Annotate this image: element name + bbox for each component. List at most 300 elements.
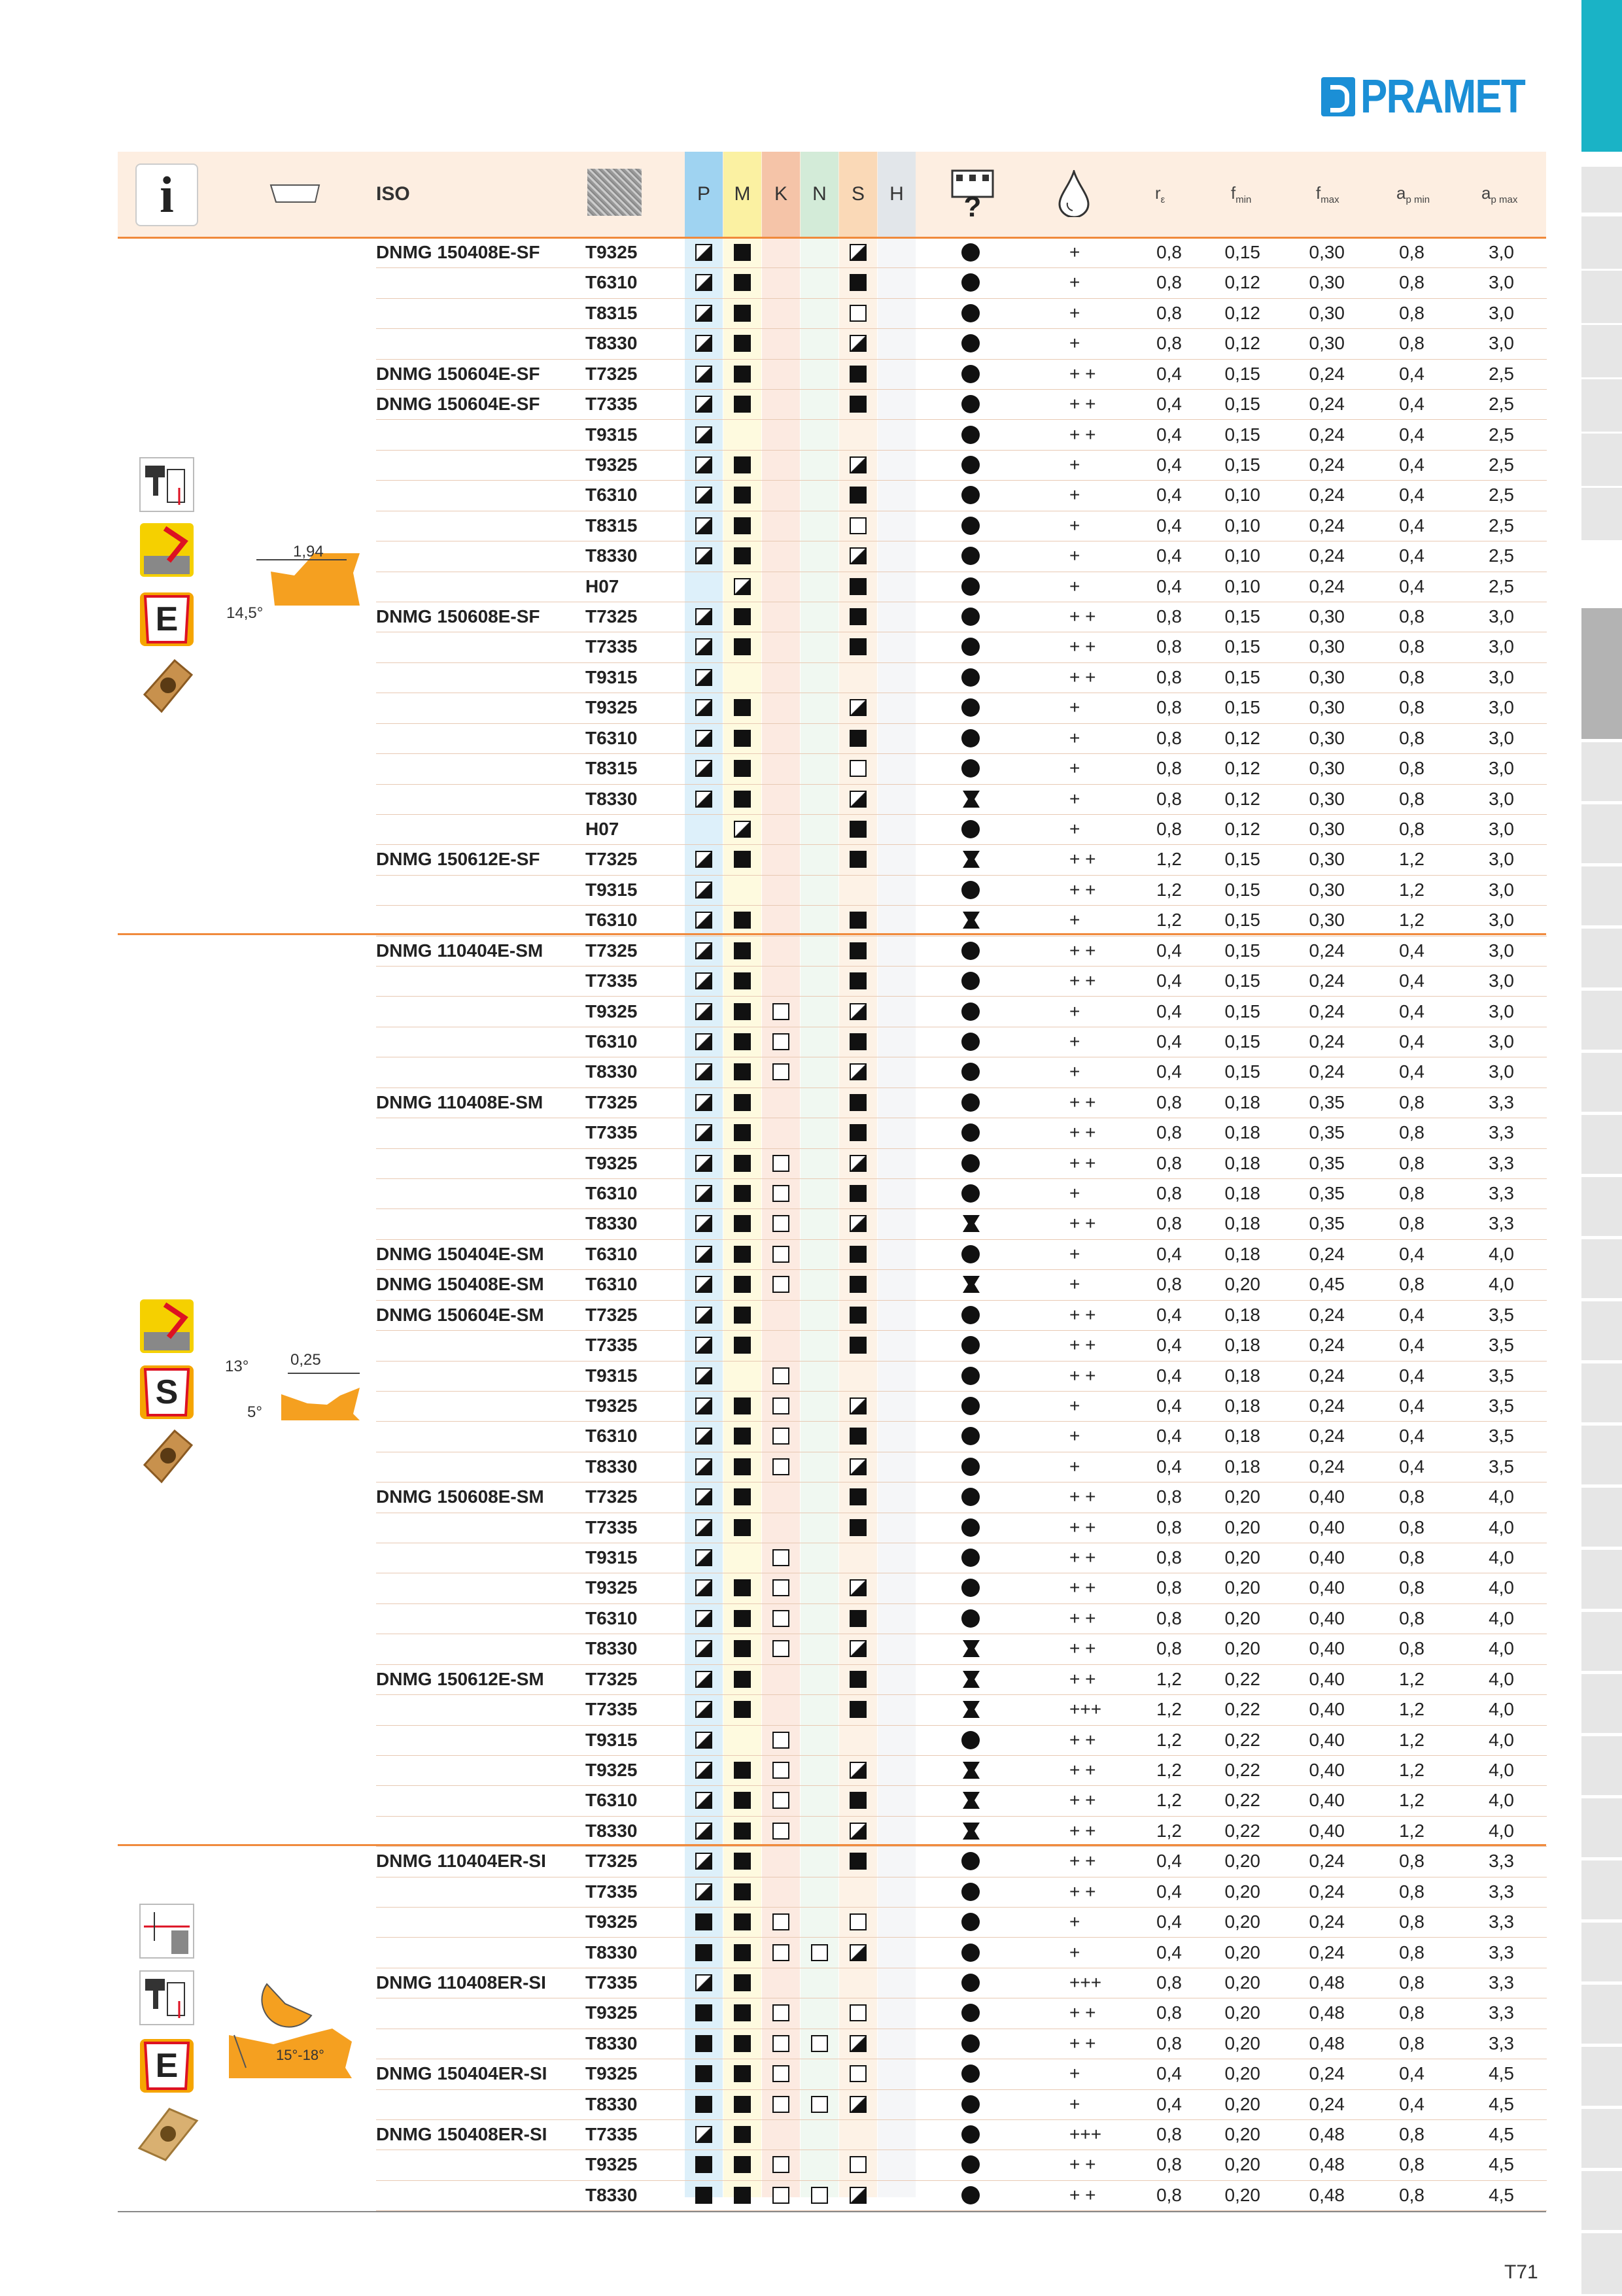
interrupted-cut-icon [961,1816,981,1846]
table-row [376,966,1547,997]
feed-max-value: 0,40 [1309,1547,1345,1568]
coolant-rating: + + [1069,1516,1096,1537]
chapter-tab[interactable] [1581,325,1622,379]
corner-radius-value: 0,8 [1156,1577,1182,1598]
table-row [376,2180,1547,2211]
feed-min-value: 0,20 [1224,2002,1260,2023]
continuous-cut-icon [961,2029,981,2059]
grade-code: T9315 [585,1547,638,1568]
feed-max-value: 0,35 [1309,1183,1345,1204]
feed-max-value: 0,40 [1309,1607,1345,1628]
feed-max-value: 0,30 [1309,333,1345,354]
corner-radius-value: 0,8 [1156,818,1182,839]
depth-max-value: 4,0 [1489,1547,1514,1568]
depth-min-value: 0,8 [1399,1091,1424,1112]
depth-min-value: 0,4 [1399,1001,1424,1021]
suitability-primary-square [850,1337,867,1354]
suitability-primary-square [734,487,751,504]
feed-max-value: 0,24 [1309,1243,1345,1264]
suitability-primary-square [734,791,751,808]
table-row [376,2089,1547,2120]
chapter-tab-current[interactable] [1581,608,1622,741]
suitability-occasional-square [772,1215,789,1232]
feed-max-header: $f_{max}$ [1316,183,1339,206]
depth-min-value: 0,8 [1399,333,1424,354]
corner-radius-value: 0,8 [1156,302,1182,323]
section-sf-icons [139,456,195,516]
suitability-primary-square [734,1792,751,1809]
feed-max-value: 0,24 [1309,485,1345,505]
interrupted-cut-icon [961,1269,981,1299]
depth-min-value: 0,8 [1399,1881,1424,1902]
table-row [376,1634,1547,1664]
suitability-occasional-square [811,1944,828,1961]
insert-designation: DNMG 150408E-SF [376,242,540,262]
depth-min-value: 0,8 [1399,272,1424,293]
corner-radius-value: 0,4 [1156,1365,1182,1386]
suitability-primary-square [734,547,751,564]
depth-min-value: 0,4 [1399,545,1424,566]
suitability-occasional-square [772,2065,789,2082]
depth-max-value: 3,0 [1489,636,1514,657]
feed-min-value: 0,20 [1224,1486,1260,1507]
suitability-secondary-square [695,456,712,473]
depth-min-value: 1,2 [1399,1699,1424,1720]
coolant-rating: + [1069,758,1080,779]
suitability-occasional-square [772,1458,789,1475]
suitability-secondary-square [850,2035,867,2052]
depth-min-value: 0,8 [1399,636,1424,657]
feed-min-value: 0,15 [1224,424,1260,445]
chapter-tab[interactable] [1581,1488,1622,1549]
suitability-occasional-square [772,1610,789,1627]
grade-code: T6310 [585,1243,638,1264]
grade-code: T7335 [585,2124,638,2145]
feed-max-value: 0,40 [1309,1760,1345,1780]
depth-max-value: 3,3 [1489,1152,1514,1173]
feed-min-value: 0,18 [1224,1243,1260,1264]
suitability-primary-square [734,517,751,534]
grade-code: T8315 [585,302,638,323]
depth-max-value: 3,3 [1489,1183,1514,1204]
table-row [376,389,1547,420]
suitability-primary-square [850,487,867,504]
suitability-primary-square [695,2156,712,2173]
suitability-secondary-square [695,730,712,747]
suitability-secondary-square [695,1762,712,1779]
continuous-cut-icon [961,1907,981,1937]
chapter-tab[interactable] [1581,804,1622,865]
continuous-cut-icon [961,1148,981,1178]
insert-designation: DNMG 150612E-SF [376,849,540,870]
insert-designation: DNMG 150404ER-SI [376,2063,547,2084]
feed-max-value: 0,40 [1309,1729,1345,1750]
chapter-tab[interactable] [1581,1860,1622,1921]
corner-radius-value: 0,8 [1156,1183,1182,1204]
chapter-tab[interactable] [1581,1985,1622,2046]
continuous-cut-icon [961,541,981,571]
feed-max-value: 0,30 [1309,302,1345,323]
suitability-primary-square [734,851,751,868]
depth-max-value: 3,0 [1489,910,1514,931]
grade-code: T7325 [585,363,638,384]
suitability-primary-square [734,638,751,655]
depth-min-value: 0,8 [1399,2154,1424,2175]
feed-min-value: 0,22 [1224,1699,1260,1720]
depth-min-value: 0,4 [1399,1426,1424,1447]
suitability-secondary-square [695,2126,712,2143]
feed-max-value: 0,24 [1309,454,1345,475]
insert-designation: DNMG 150404E-SM [376,1243,544,1264]
grade-code: T7335 [585,394,638,415]
chapter-tab[interactable] [1581,1798,1622,1859]
grade-code: T8330 [585,1942,638,1962]
feed-min-value: 0,20 [1224,1851,1260,1872]
table-row [376,1361,1547,1392]
table-row [376,541,1547,572]
depth-min-value: 0,8 [1399,2032,1424,2053]
coolant-rating: + [1069,788,1080,809]
grade-code: H07 [585,575,619,596]
table-row [376,1148,1547,1179]
suitability-secondary-square [734,821,751,838]
feed-min-value: 0,15 [1224,940,1260,961]
chapter-tab[interactable] [1581,1239,1622,1300]
grade-code: T6310 [585,727,638,748]
suitability-occasional-square [772,1276,789,1293]
feed-min-header: $f_{min}$ [1231,183,1252,206]
depth-max-value: 4,0 [1489,1699,1514,1720]
feed-min-value: 0,18 [1224,1152,1260,1173]
suitability-occasional-square [850,2004,867,2021]
chapter-tab[interactable] [1581,1363,1622,1424]
depth-max-value: 3,3 [1489,1091,1514,1112]
suitability-secondary-square [695,1519,712,1536]
suitability-occasional-square [772,1155,789,1172]
suitability-occasional-square [772,1579,789,1596]
grade-code: T7335 [585,1972,638,1993]
depth-min-value: 1,2 [1399,1668,1424,1689]
chapter-tab[interactable] [1581,991,1622,1052]
material-group-p: P [685,152,723,237]
coolant-rating: + + [1069,1486,1096,1507]
suitability-secondary-square [850,547,867,564]
table-row [376,237,1547,268]
table-row [376,693,1547,723]
table-row [376,1573,1547,1603]
depth-min-value: 0,4 [1399,1304,1424,1325]
corner-radius-value: 1,2 [1156,1699,1182,1720]
corner-radius-value: 0,8 [1156,1486,1182,1507]
chipbreaker-profile-sf [222,540,360,622]
corner-radius-value: 0,4 [1156,1061,1182,1082]
coolant-rating: + [1069,454,1080,475]
suitability-primary-square [734,912,751,929]
chapter-tab[interactable] [1581,2233,1622,2296]
corner-radius-value: 0,8 [1156,333,1182,354]
info-icon[interactable]: i [135,163,198,226]
chapter-tab[interactable] [1581,167,1622,214]
corner-radius-value: 0,4 [1156,1243,1182,1264]
depth-max-value: 3,0 [1489,818,1514,839]
feed-max-value: 0,40 [1309,1699,1345,1720]
suitability-primary-square [850,1519,867,1536]
chapter-tab[interactable] [1581,1426,1622,1486]
chipbreaker-profile-sm [222,1348,360,1430]
depth-min-value: 0,8 [1399,1972,1424,1993]
grade-code: T9325 [585,1760,638,1780]
chapter-tab[interactable] [1581,1115,1622,1176]
continuous-cut-icon [961,632,981,662]
continuous-cut-icon [961,237,981,267]
table-row [376,1452,1547,1482]
depth-min-value: 0,8 [1399,1516,1424,1537]
feed-max-value: 0,24 [1309,1304,1345,1325]
depth-max-value: 4,5 [1489,2184,1514,2205]
depth-max-value: 3,0 [1489,849,1514,870]
chapter-tab[interactable] [1581,216,1622,271]
feed-min-value: 0,12 [1224,302,1260,323]
chapter-tab[interactable] [1581,1674,1622,1735]
table-row [376,1603,1547,1634]
corner-radius-value: 0,4 [1156,424,1182,445]
suitability-secondary-square [695,942,712,959]
suitability-primary-square [850,1488,867,1505]
roughing-insert-icon [139,522,195,581]
chapter-tab[interactable] [1581,866,1622,927]
continuous-cut-icon [961,420,981,450]
corner-radius-value: 0,8 [1156,2124,1182,2145]
rake-angle-label: 14,5° [226,604,264,622]
chapter-tab[interactable] [1581,1736,1622,1797]
coolant-rating: + [1069,272,1080,293]
table-row [376,1239,1547,1270]
feed-min-value: 0,20 [1224,1942,1260,1962]
coolant-drop-icon [1058,170,1090,217]
suitability-primary-square [695,2187,712,2204]
suitability-secondary-square [695,274,712,291]
continuous-cut-icon [961,1968,981,1998]
suitability-secondary-square [850,1823,867,1840]
suitability-secondary-square [695,1307,712,1324]
corner-radius-value: 0,4 [1156,1001,1182,1021]
depth-min-value: 0,8 [1399,1152,1424,1173]
feed-min-value: 0,15 [1224,454,1260,475]
grade-code: T9325 [585,2002,638,2023]
suitability-primary-square [734,335,751,352]
chapter-tab[interactable] [1581,2109,1622,2170]
suitability-occasional-square [772,1033,789,1050]
feed-min-value: 0,20 [1224,1881,1260,1902]
suitability-primary-square [734,2065,751,2082]
depth-max-value: 4,0 [1489,1607,1514,1628]
page-number: T71 [1504,2261,1538,2283]
chapter-tab[interactable] [1581,742,1622,803]
chipbreaker-letter: E [155,600,179,638]
table-row [376,420,1547,451]
pramet-logo-icon [1321,77,1355,116]
depth-min-value: 0,8 [1399,1942,1424,1962]
coolant-rating: + + [1069,1881,1096,1902]
grade-code: T6310 [585,1183,638,1204]
grade-code: T6310 [585,910,638,931]
chapter-tab[interactable] [1581,929,1622,989]
depth-max-value: 4,0 [1489,1577,1514,1598]
feed-min-value: 0,10 [1224,545,1260,566]
depth-min-value: 0,8 [1399,1122,1424,1143]
feed-min-value: 0,15 [1224,970,1260,991]
feed-min-value: 0,20 [1224,2063,1260,2084]
coolant-rating: + [1069,1911,1080,1932]
suitability-occasional-square [772,1428,789,1445]
feed-max-value: 0,40 [1309,1516,1345,1537]
depth-max-value: 4,5 [1489,2063,1514,2084]
continuous-cut-icon [961,1573,981,1603]
chapter-tab[interactable] [1581,271,1622,325]
chipbreaker-letter-badge [139,2038,195,2097]
chapter-tab[interactable] [1581,2171,1622,2232]
feed-max-value: 0,24 [1309,1365,1345,1386]
chapter-tab[interactable] [1581,1177,1622,1238]
corner-radius-value: 0,8 [1156,1152,1182,1173]
suitability-secondary-square [850,1063,867,1080]
depth-min-value: 0,8 [1399,606,1424,627]
suitability-primary-square [734,608,751,625]
feed-max-value: 0,30 [1309,697,1345,718]
suitability-secondary-square [695,1883,712,1900]
corner-radius-value: 0,4 [1156,485,1182,505]
coolant-rating: + [1069,910,1080,931]
coolant-rating: + [1069,242,1080,262]
depth-min-value: 0,4 [1399,1456,1424,1477]
dnmg-insert-image [135,655,198,721]
feed-min-value: 0,20 [1224,1638,1260,1659]
grade-material-icon [587,169,642,216]
chapter-tab[interactable] [1581,1550,1622,1611]
table-row [376,1269,1547,1300]
suitability-secondary-square [850,456,867,473]
depth-max-value: 4,0 [1489,1516,1514,1537]
insert-designation: DNMG 110408E-SM [376,1091,544,1112]
continuous-cut-icon [961,1543,981,1573]
chapter-tab[interactable] [1581,1923,1622,1983]
coolant-rating: + [1069,2063,1080,2084]
depth-min-value: 0,8 [1399,2124,1424,2145]
corner-radius-value: 0,8 [1156,727,1182,748]
grade-code: T8315 [585,758,638,779]
continuous-cut-icon [961,1330,981,1360]
feed-min-value: 0,20 [1224,1274,1260,1295]
suitability-primary-square [734,1701,751,1718]
coolant-rating: + [1069,1061,1080,1082]
feed-min-value: 0,10 [1224,485,1260,505]
coolant-rating: + + [1069,1091,1096,1112]
chapter-tab[interactable] [1581,379,1622,434]
continuous-cut-icon [961,936,981,966]
depth-max-value: 4,0 [1489,1243,1514,1264]
corner-radius-value: 0,4 [1156,363,1182,384]
suitability-secondary-square [695,1488,712,1505]
suitability-secondary-square [695,1094,712,1111]
material-group-s: S [839,152,877,237]
interrupted-cut-icon [961,905,981,935]
feed-max-value: 0,30 [1309,788,1345,809]
feed-max-value: 0,40 [1309,1668,1345,1689]
depth-max-value: 3,0 [1489,1001,1514,1021]
feed-min-value: 0,15 [1224,242,1260,262]
coolant-rating: + + [1069,1638,1096,1659]
grade-code: T8330 [585,1638,638,1659]
suitability-primary-square [734,2187,751,2204]
suitability-secondary-square [850,1397,867,1414]
chapter-tab[interactable] [1581,1612,1622,1673]
coolant-rating: + + [1069,2032,1096,2053]
feed-max-value: 0,24 [1309,1942,1345,1962]
table-row [376,1755,1547,1786]
suitability-primary-square [695,1913,712,1930]
continuous-cut-icon [961,1088,981,1118]
clearance-operation-icon [139,1903,195,1962]
depth-min-value: 1,2 [1399,1729,1424,1750]
table-row [376,1543,1547,1573]
depth-max-value: 3,0 [1489,727,1514,748]
coolant-rating: + [1069,1274,1080,1295]
suitability-primary-square [734,1337,751,1354]
brand-name: PRAMET [1360,71,1525,123]
chapter-tab-active[interactable] [1581,0,1622,154]
suitability-primary-square [695,2096,712,2113]
interrupted-cut-icon [961,1694,981,1724]
depth-max-value: 4,5 [1489,2124,1514,2145]
chapter-tab[interactable] [1581,2047,1622,2108]
depth-max-value: 3,3 [1489,1851,1514,1872]
grade-code: T9325 [585,1152,638,1173]
suitability-occasional-square [811,2035,828,2052]
chapter-tab[interactable] [1581,1301,1622,1362]
suitability-primary-square [734,730,751,747]
suitability-secondary-square [695,487,712,504]
suitability-primary-square [734,1671,751,1688]
depth-min-value: 0,8 [1399,758,1424,779]
feed-max-value: 0,35 [1309,1152,1345,1173]
grade-code: T9325 [585,1911,638,1932]
table-row [376,1088,1547,1118]
corner-radius-value: 0,8 [1156,1972,1182,1993]
feed-max-value: 0,24 [1309,1456,1345,1477]
chapter-tab[interactable] [1581,1053,1622,1114]
chapter-tab[interactable] [1581,488,1622,542]
suitability-primary-square [734,366,751,383]
suitability-occasional-square [772,1003,789,1020]
roughing-insert-icon [139,1298,195,1358]
depth-min-value: 0,4 [1399,1365,1424,1386]
suitability-primary-square [850,972,867,989]
suitability-secondary-square [695,547,712,564]
grade-code: T8330 [585,1820,638,1841]
suitability-secondary-square [695,1155,712,1172]
depth-min-value: 0,4 [1399,2063,1424,2084]
grade-code: T8330 [585,1456,638,1477]
coolant-rating: + [1069,1942,1080,1962]
depth-min-value: 0,8 [1399,302,1424,323]
suitability-secondary-square [695,1610,712,1627]
chapter-tab[interactable] [1581,434,1622,488]
suitability-occasional-square [850,1913,867,1930]
chipbreaker-profile-si [228,1970,358,2084]
corner-radius-value: 0,8 [1156,1516,1182,1537]
suitability-secondary-square [695,1185,712,1202]
suitability-occasional-square [850,2065,867,2082]
